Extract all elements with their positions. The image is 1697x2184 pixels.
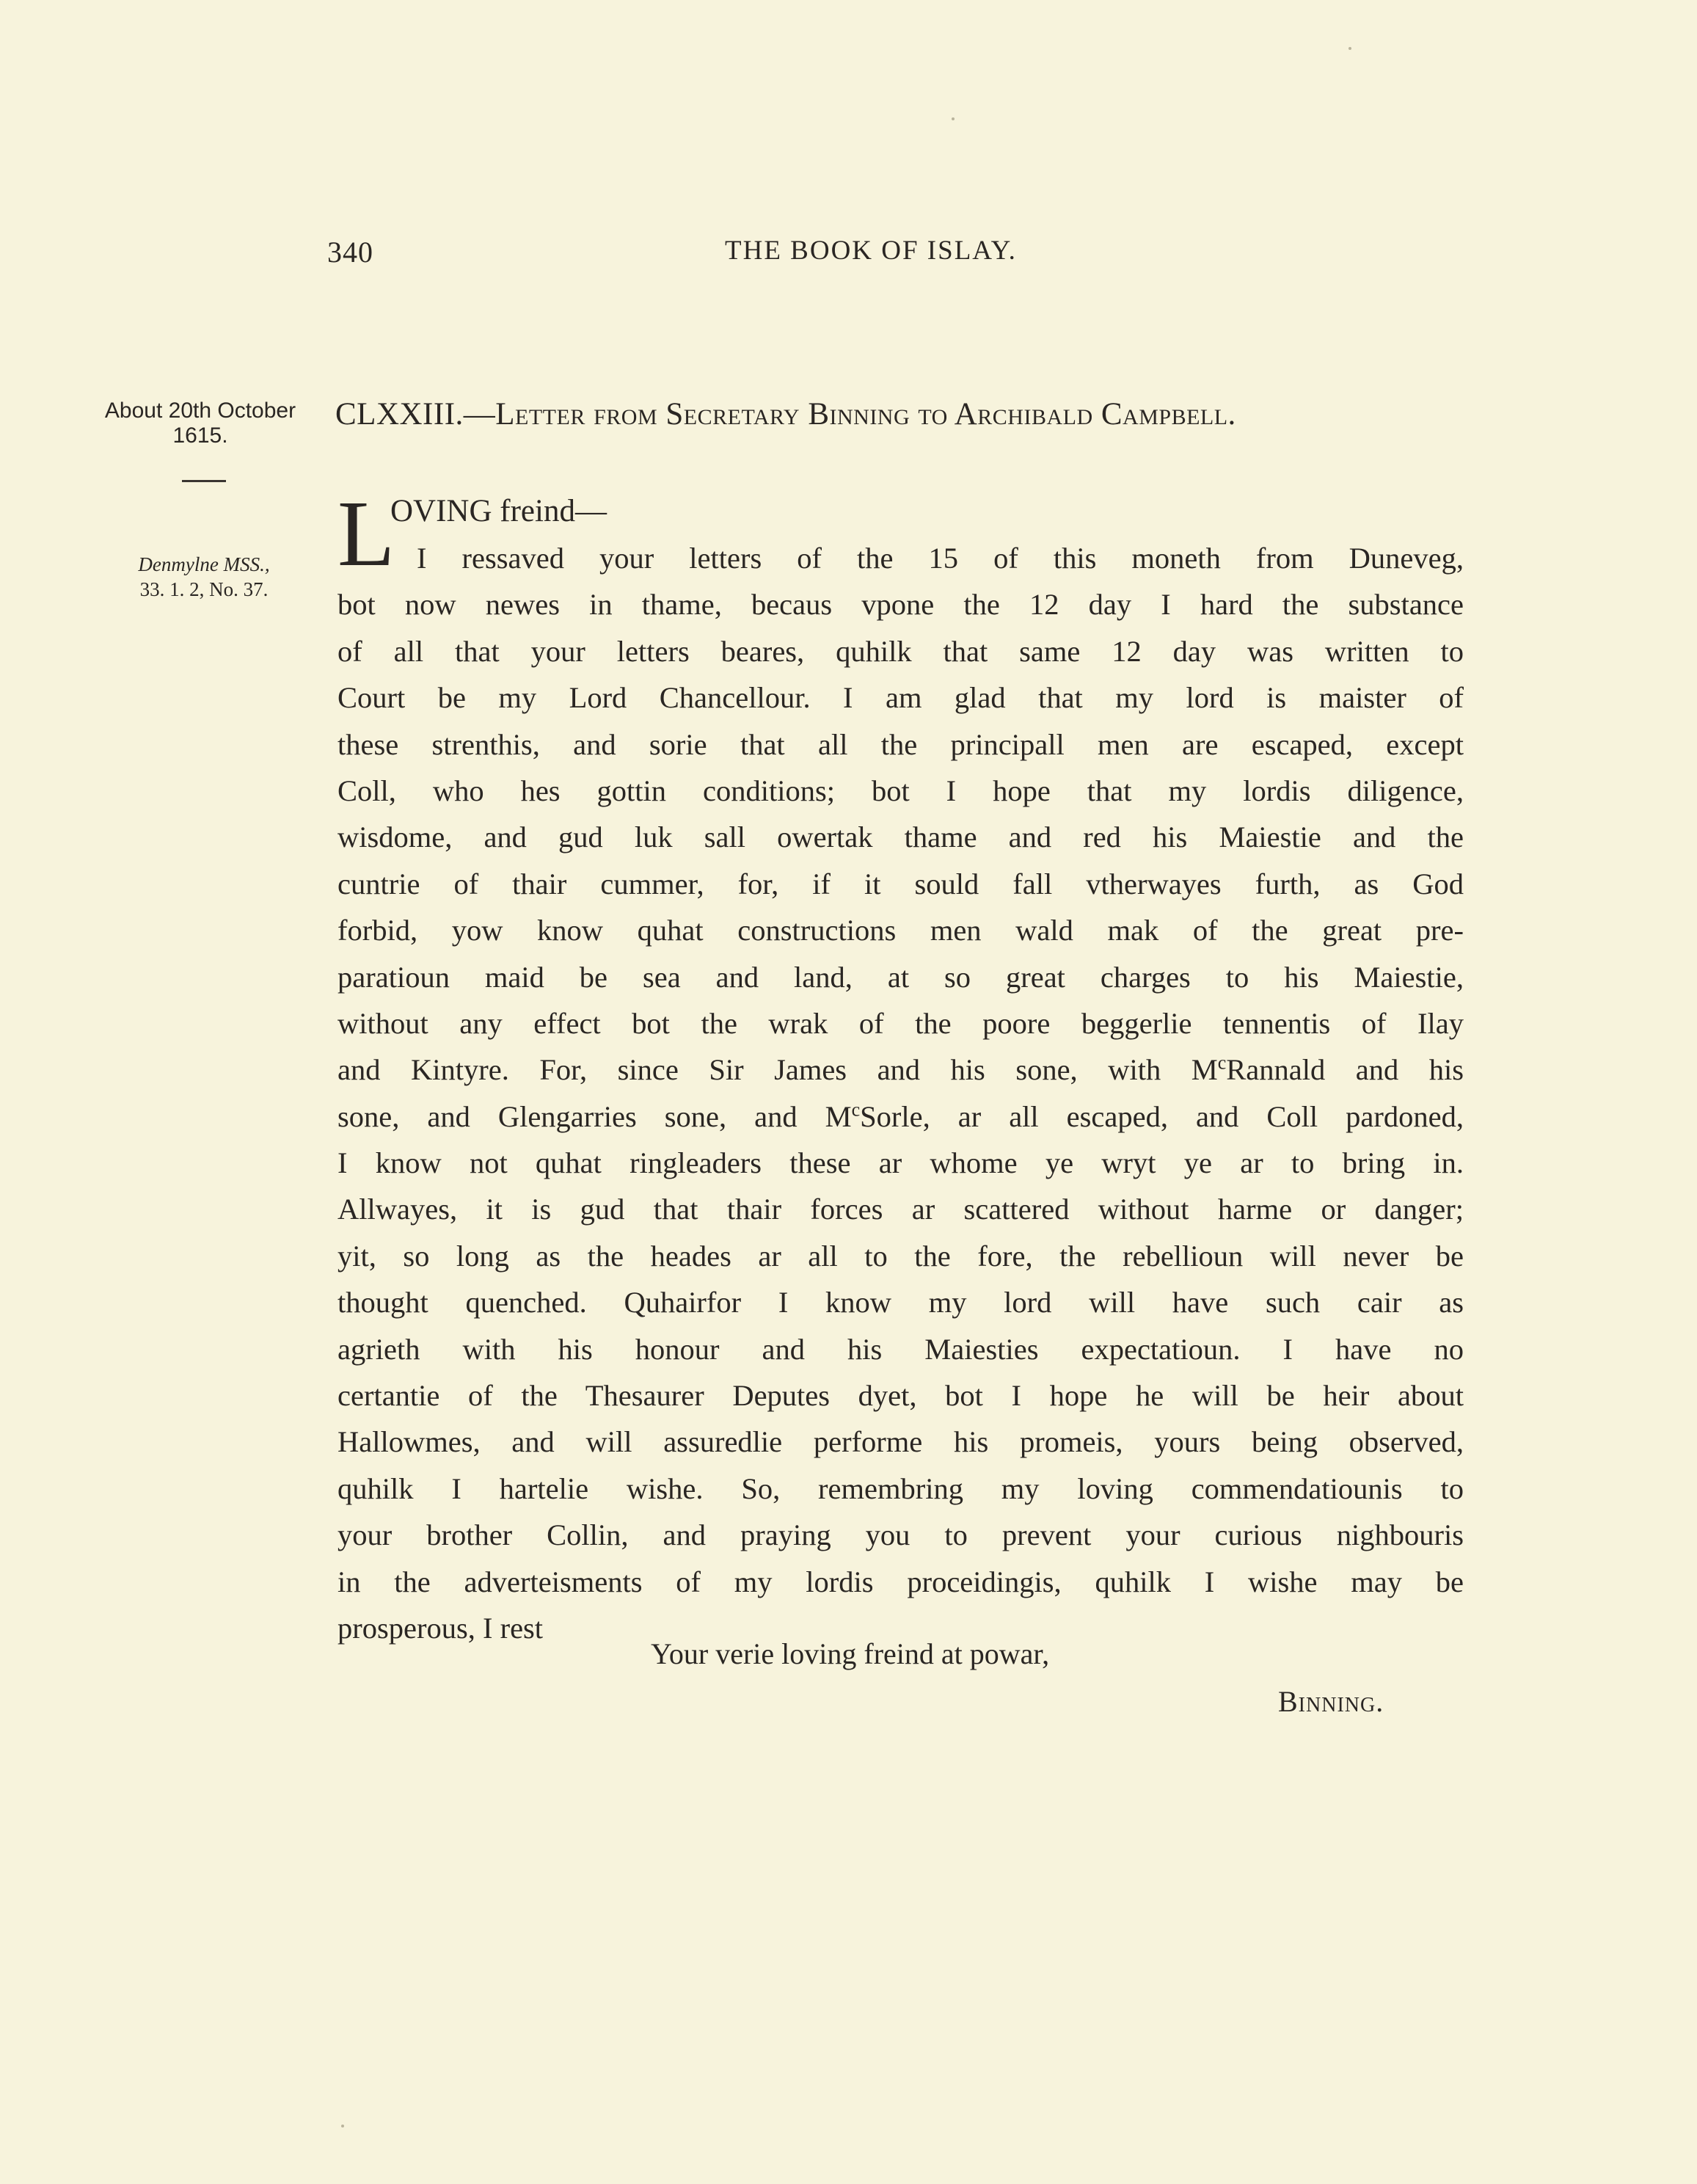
salutation-text: OVING freind— [390,494,607,528]
text-line: Allwayes, it is gud that thair forces ar scattered without harme or danger; [337,1193,1464,1226]
document-heading [335,396,1469,432]
source-reference: 33. 1. 2, No. 37. [139,578,269,600]
paper-speck [952,117,955,120]
text-line: sone, and Glengarries sone, and $M^cSorle$, ar all escaped, and Coll pardoned, [337,1099,1464,1133]
margin-divider [182,480,226,482]
text-line: prosperous, I rest [337,1611,544,1645]
margin-source-note [87,552,321,602]
text-line: in the adverteisments of my lordis proceidingis, quhilk I wishe may be [337,1565,1464,1598]
letter-closing: Your verie loving freind at powar, [651,1637,1050,1670]
text-line: yit, so long as the heades ar all to the fore, the rebellioun will never be [337,1239,1464,1273]
text-line: without any effect bot the wrak of the poore beggerlie tennentis of Ilay [337,1006,1464,1040]
margin-date-line: About 20th October [104,398,296,423]
text-line: paratioun maid be sea and land, at so great charges to his Maiestie, [337,960,1464,994]
page-header [323,235,1423,279]
text-line: bot now newes in thame, becaus vpone the 12 day I hard the substance [337,588,1464,622]
text-line: I ressaved your letters of the 15 of this moneth from Duneveg, [417,542,1464,575]
text-line: wisdome, and gud luk sall owertak thame and red his Maiestie and the [337,820,1464,854]
text-line: of all that your letters beares, quhilk that same 12 day was written to [337,634,1464,668]
source-title: Denmylne MSS., [138,553,270,575]
text-line: Court be my Lord Chancellour. I am glad that my lord is maister of [337,681,1464,715]
text-line: I know not quhat ringleaders these ar whome ye wryt ye ar to bring in. [337,1146,1464,1180]
text-line: your brother Collin, and praying you to prevent your curious nighbouris [337,1518,1464,1552]
letter-body [337,481,1464,1651]
document-title: Letter from Secretary Binning to Archibald Campbell. [495,397,1236,432]
text-line: thought quenched. Quhairfor I know my lord will have such cair as [337,1286,1464,1320]
text-line: forbid, yow know quhat constructions men wald mak of the great pre- [337,914,1464,947]
letter-signature: Binning. [1278,1685,1384,1718]
margin-year-line: 1615. [172,423,228,448]
text-line: and Kintyre. For, since Sir James and his sone, with $M^cRannald$ and his [337,1052,1464,1087]
text-line: Coll, who hes gottin conditions; bot I hope that my lordis diligence, [337,774,1464,807]
text-line: Hallowmes, and will assuredlie performe his promeis, yours being observed, [337,1425,1464,1459]
text-line: cuntrie of thair cummer, for, if it sould fall vtherwayes furth, as God [337,867,1464,900]
margin-date-note [79,398,321,448]
text-line: certantie of the Thesaurer Deputes dyet, bot I hope he will be heir about [337,1379,1464,1413]
text-line: agrieth with his honour and his Maiesties expectatioun. I have no [337,1332,1464,1366]
text-line: quhilk I hartelie wishe. So, remembring my loving commendatiounis to [337,1471,1464,1505]
drop-cap: L [337,481,395,586]
paper-speck [1349,47,1351,50]
running-title: THE BOOK OF ISLAY. [725,236,1017,266]
document-number: CLXXIII.— [335,397,496,432]
text-line: these strenthis, and sorie that all the principall men are escaped, except [337,727,1464,761]
paper-speck [341,2125,344,2127]
page-number: 340 [327,236,373,269]
